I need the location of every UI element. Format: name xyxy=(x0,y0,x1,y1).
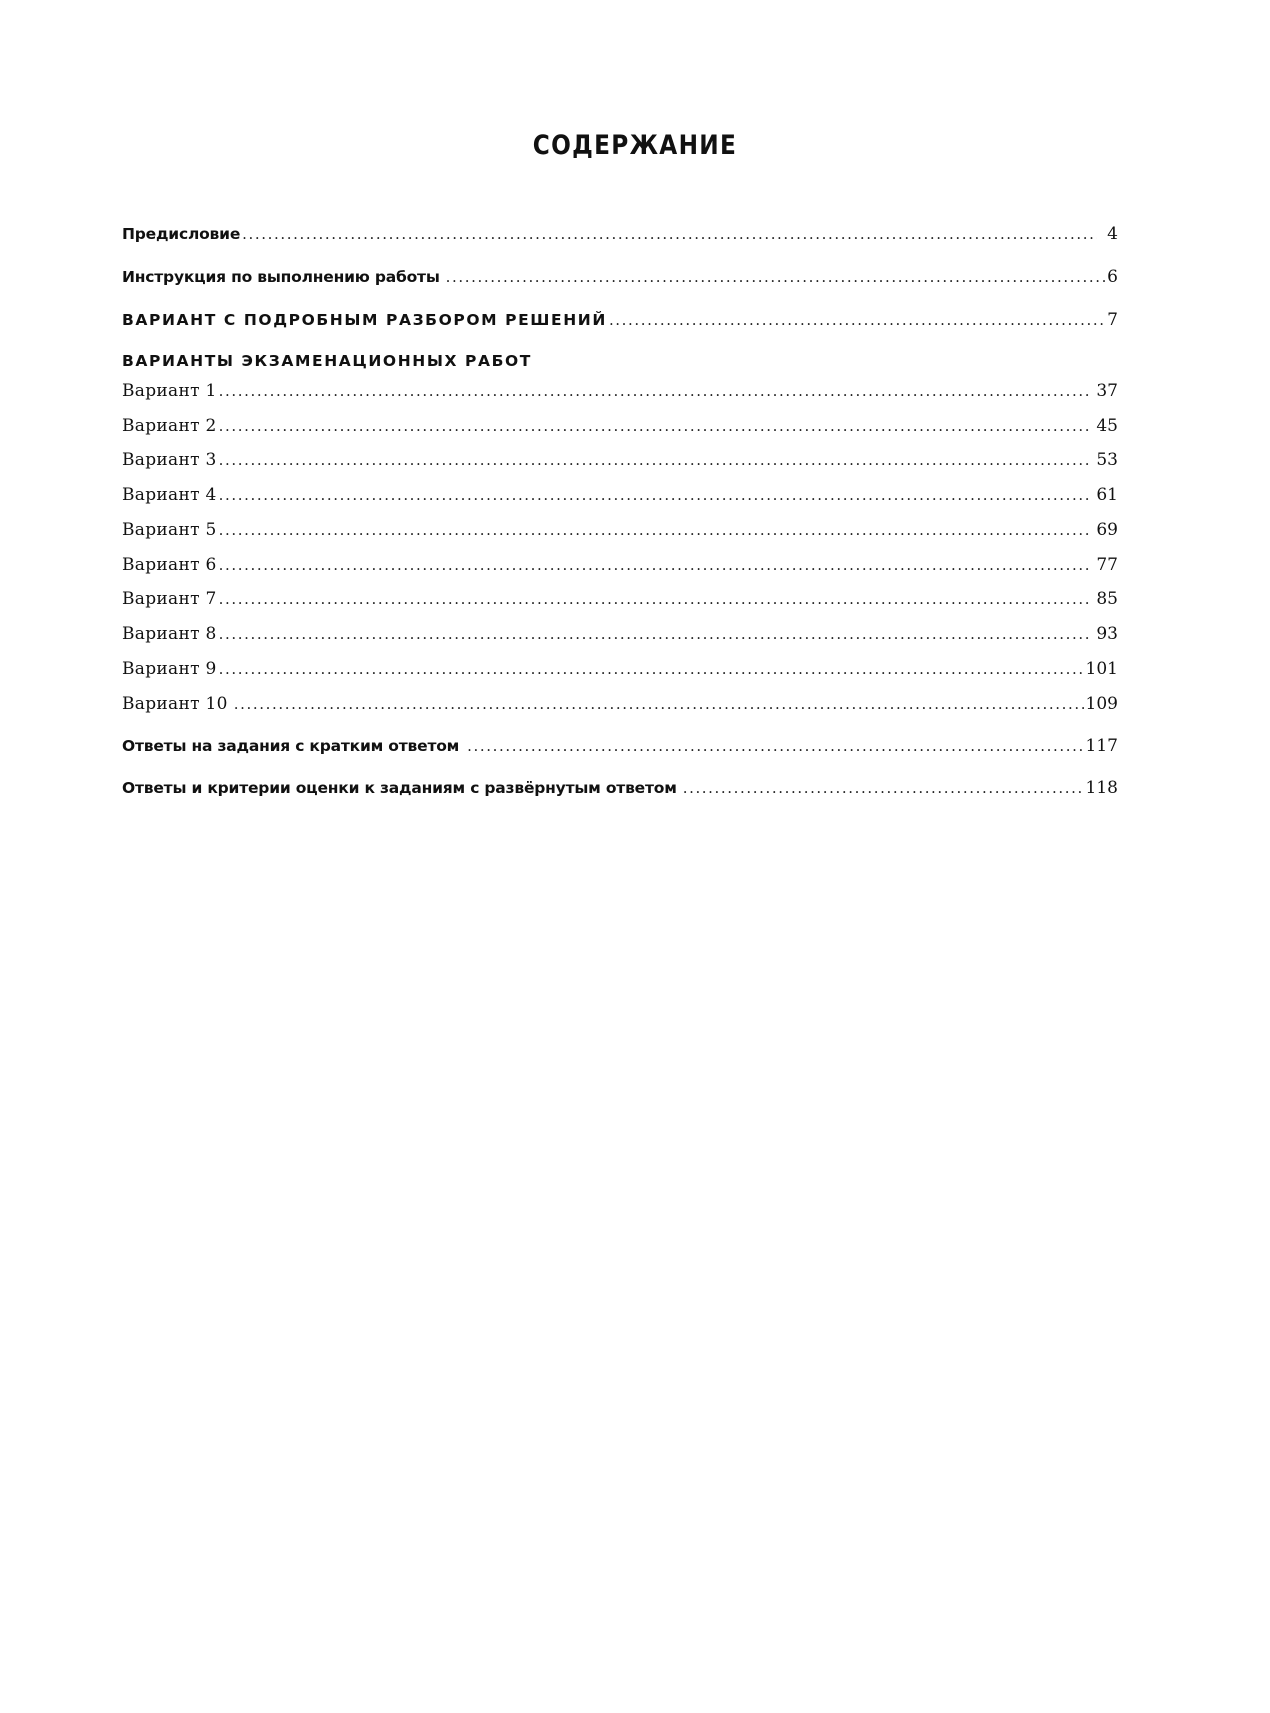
dot-leader xyxy=(467,737,1083,755)
dot-leader xyxy=(219,382,1091,400)
toc-entry-label: Вариант 8 xyxy=(122,624,217,644)
toc-entry-label: Вариант 5 xyxy=(122,520,217,540)
toc-page-number: 37 xyxy=(1096,381,1118,401)
toc-entry-detailed-variant[interactable] xyxy=(122,310,1118,330)
toc-entry-label: Вариант 7 xyxy=(122,589,217,609)
toc-entry-variant[interactable] xyxy=(122,381,1118,401)
toc-entry-extended-answers[interactable] xyxy=(122,778,1118,798)
toc-entry-variant[interactable] xyxy=(122,555,1118,575)
toc-entry-label: Вариант 3 xyxy=(122,450,217,470)
dot-leader xyxy=(219,660,1084,678)
toc-page-number: 7 xyxy=(1107,310,1118,330)
toc-entry-label: Вариант 4 xyxy=(122,485,217,505)
dot-leader xyxy=(446,268,1106,286)
toc-entry-variant[interactable] xyxy=(122,450,1118,470)
toc-entry-variant[interactable] xyxy=(122,416,1118,436)
toc-page-number: 6 xyxy=(1107,267,1118,287)
dot-leader xyxy=(219,625,1091,643)
toc-page-number: 85 xyxy=(1096,589,1118,609)
toc-page-number: 61 xyxy=(1096,485,1118,505)
toc-entry-label: Ответы и критерии оценки к заданиям с развёрнутым ответом xyxy=(122,779,677,797)
dot-leader xyxy=(683,779,1084,797)
toc-entry-instructions[interactable] xyxy=(122,267,1118,287)
toc-page-number: 101 xyxy=(1085,659,1118,679)
toc-page-number: 109 xyxy=(1085,694,1118,714)
dot-leader xyxy=(219,417,1091,435)
dot-leader xyxy=(219,590,1091,608)
toc-entry-variant[interactable] xyxy=(122,694,1118,714)
toc-page-number: 93 xyxy=(1096,624,1118,644)
toc-page-number: 53 xyxy=(1096,450,1118,470)
toc-page-number: 69 xyxy=(1096,520,1118,540)
toc-entry-label: Вариант 2 xyxy=(122,416,217,436)
toc-entry-label: Вариант 6 xyxy=(122,555,217,575)
toc-entry-short-answers[interactable] xyxy=(122,736,1118,756)
toc-page-number: 118 xyxy=(1085,778,1118,798)
dot-leader xyxy=(219,556,1091,574)
dot-leader xyxy=(219,521,1091,539)
section-header-exam-variants: ВАРИАНТЫ ЭКЗАМЕНАЦИОННЫХ РАБОТ xyxy=(122,352,532,370)
toc-entry-label: Ответы на задания с кратким ответом xyxy=(122,737,460,755)
toc-page-number: 77 xyxy=(1096,555,1118,575)
toc-entry-label: Вариант 9 xyxy=(122,659,217,679)
dot-leader xyxy=(219,451,1091,469)
toc-entry-variant[interactable] xyxy=(122,589,1118,609)
toc-entry-variant[interactable] xyxy=(122,624,1118,644)
toc-entry-variant[interactable] xyxy=(122,485,1118,505)
dot-leader xyxy=(219,486,1091,504)
toc-page-number: 117 xyxy=(1085,736,1118,756)
toc-entry-variant[interactable] xyxy=(122,520,1118,540)
toc-entry-label: Вариант 10 xyxy=(122,694,228,714)
dot-leader xyxy=(234,695,1084,713)
toc-entry-label: Вариант 1 xyxy=(122,381,217,401)
toc-entry-label: Инструкция по выполнению работы xyxy=(122,268,440,286)
toc-entry-label: ВАРИАНТ С ПОДРОБНЫМ РАЗБОРОМ РЕШЕНИЙ xyxy=(122,311,607,329)
dot-leader xyxy=(609,311,1105,329)
toc-entry-label: Предисловие xyxy=(122,225,241,243)
page-title: СОДЕРЖАНИЕ xyxy=(532,130,738,161)
toc-entry-variant[interactable] xyxy=(122,659,1118,679)
toc-page-number: 45 xyxy=(1096,416,1118,436)
dot-leader xyxy=(242,225,1097,243)
toc-entry-preface[interactable] xyxy=(122,224,1118,244)
toc-page-number: 4 xyxy=(1107,224,1118,244)
